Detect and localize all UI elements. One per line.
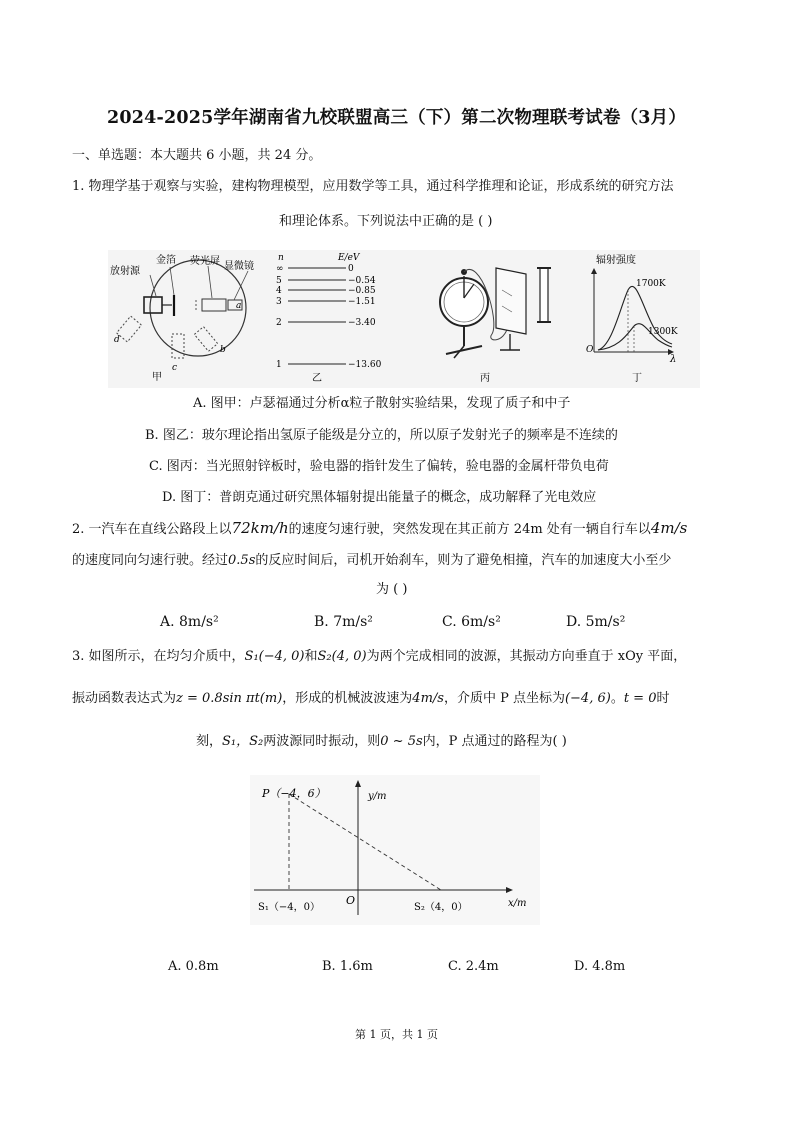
- q2-text-1: 2. 一汽车在直线公路段上以: [72, 522, 232, 537]
- label-c: c: [172, 363, 178, 373]
- level-E-4: −0.85: [348, 286, 376, 296]
- q3-stem-line1: [72, 648, 686, 666]
- page-footer: 第 1 页，共 1 页: [355, 1028, 438, 1041]
- label-n: n: [278, 253, 284, 263]
- label-foil: 金箔: [156, 255, 176, 266]
- q3-text-5: ，形成的机械波波速为: [282, 691, 413, 706]
- label-x: x/m: [508, 898, 527, 909]
- level-n-4: 4: [276, 286, 282, 296]
- q2-answer-paren: ( ): [393, 582, 408, 597]
- caption-ding: 丁: [632, 373, 642, 384]
- q3-s1: S₁(−4, 0): [244, 649, 305, 664]
- q1-option-a[interactable]: A. 图甲：卢瑟福通过分析α粒子散射实验结果，发现了质子和中子: [193, 396, 571, 411]
- caption-jia: 甲: [152, 372, 162, 383]
- q1-option-d[interactable]: D. 图丁：普朗克通过研究黑体辐射提出能量子的概念，成功解释了光电效应: [162, 490, 597, 505]
- caption-bing: 丙: [480, 373, 490, 384]
- q3-option-c[interactable]: C. 2.4m: [448, 959, 499, 974]
- level-n-1: 1: [276, 360, 282, 370]
- level-E-1: −13.60: [348, 360, 382, 370]
- q3-text-10: 两波源同时振动，则: [263, 734, 381, 749]
- level-n-inf: ∞: [276, 264, 284, 274]
- q1-stem-line2: [279, 213, 492, 231]
- q2-reaction-time: 0.5s: [228, 553, 256, 568]
- q3-text-9: 刻，: [196, 734, 223, 749]
- figure-background: [108, 250, 700, 388]
- q2-text-4: 的反应时间后，司机开始刹车，则为了避免相撞，汽车的加速度大小至少: [255, 553, 672, 568]
- level-E-5: −0.54: [348, 276, 376, 286]
- q3-text-7: 。: [610, 691, 624, 706]
- label-origin: O: [586, 345, 594, 355]
- q3-text-2: 和: [304, 649, 318, 664]
- q2-option-d[interactable]: D. 5m/s²: [566, 614, 626, 630]
- q1-stem-text: 和理论体系。下列说法中正确的是: [279, 214, 475, 229]
- label-microscope: 显微镜: [224, 261, 254, 272]
- q3-interval: 0 ~ 5s: [380, 734, 423, 749]
- q3-p-coord: (−4, 6): [564, 691, 611, 706]
- q3-stem-line2: [72, 690, 670, 708]
- label-y: y/m: [368, 791, 387, 802]
- q3-text-8: 时: [656, 691, 670, 706]
- q2-speed-car: 72km/h: [231, 519, 289, 537]
- q3-text-1: 3. 如图所示，在均匀介质中，: [72, 649, 245, 664]
- q3-wave-speed: 4m/s: [412, 691, 444, 706]
- q3-option-a[interactable]: A. 0.8m: [168, 959, 219, 974]
- label-a: a: [236, 301, 242, 311]
- label-1700K: 1700K: [636, 279, 666, 289]
- paper-title: 2024-2025学年湖南省九校联盟高三（下）第二次物理联考试卷（3月）: [106, 108, 687, 128]
- q1-option-c[interactable]: C. 图丙：当光照射锌板时，验电器的指针发生了偏转，验电器的金属杆带负电荷: [149, 459, 609, 474]
- label-E: E/eV: [338, 253, 360, 263]
- label-p: P（−4，6）: [262, 787, 326, 800]
- q2-text-3: 的速度同向匀速行驶。经过: [72, 553, 229, 568]
- q3-t0: t = 0: [623, 691, 657, 706]
- label-lambda: λ: [670, 354, 677, 365]
- q2-stem-line3: [376, 581, 407, 599]
- q3-equation: z = 0.8sin πt(m): [176, 691, 283, 706]
- label-s1: S₁（−4，0）: [258, 902, 320, 913]
- label-radiation-intensity: 辐射强度: [596, 255, 636, 266]
- q2-text-5: 为: [376, 582, 390, 597]
- q3-figure: [250, 775, 540, 925]
- q2-option-c[interactable]: C. 6m/s²: [442, 614, 501, 630]
- q2-option-b[interactable]: B. 7m/s²: [314, 614, 373, 630]
- q3-answer-paren: ( ): [552, 734, 567, 749]
- q1-option-b[interactable]: B. 图乙：玻尔理论指出氢原子能级是分立的，所以原子发射光子的频率是不连续的: [145, 428, 618, 443]
- q1-stem-line1: 1. 物理学基于观察与实验，建构物理模型，应用数学等工具，通过科学推理和论证，形成系统的研究方法: [72, 179, 674, 194]
- q1-figure: [108, 250, 700, 388]
- q3-text-4: 振动函数表达式为: [72, 691, 177, 706]
- q3-s2: S₂(4, 0): [317, 649, 367, 664]
- level-n-5: 5: [276, 276, 282, 286]
- label-d: d: [114, 335, 120, 345]
- label-1300K: 1300K: [648, 327, 678, 337]
- level-E-3: −1.51: [348, 297, 376, 307]
- q2-text-2: 的速度匀速行驶，突然发现在其正前方 24m 处有一辆自行车以: [288, 522, 651, 537]
- q3-sources: S₁，S₂: [222, 734, 264, 749]
- level-E-inf: 0: [348, 264, 354, 274]
- q3-text-3: 为两个完成相同的波源，其振动方向垂直于 xOy 平面，: [366, 649, 687, 664]
- section-heading: 一、单选题：本大题共 6 小题，共 24 分。: [72, 148, 322, 163]
- label-b: b: [220, 345, 226, 355]
- label-screen: 荧光屏: [190, 256, 220, 267]
- q3-option-d[interactable]: D. 4.8m: [574, 959, 626, 974]
- q2-speed-bike: 4m/s: [650, 519, 688, 537]
- q2-stem-line2: [72, 552, 671, 570]
- q3-stem-line3: [196, 733, 567, 751]
- label-origin: O: [346, 894, 356, 907]
- q1-answer-paren: ( ): [478, 214, 493, 229]
- q3-option-b[interactable]: B. 1.6m: [322, 959, 373, 974]
- level-E-2: −3.40: [348, 318, 376, 328]
- caption-yi: 乙: [312, 373, 322, 384]
- q3-text-11: 内，P 点通过的路程为: [422, 734, 553, 749]
- q2-stem-line1: [72, 519, 687, 539]
- level-n-2: 2: [276, 318, 282, 328]
- q3-text-6: ，介质中 P 点坐标为: [443, 691, 565, 706]
- level-n-3: 3: [276, 297, 282, 307]
- label-s2: S₂（4，0）: [414, 902, 468, 913]
- label-source: 放射源: [110, 266, 140, 277]
- q2-option-a[interactable]: A. 8m/s²: [160, 614, 219, 630]
